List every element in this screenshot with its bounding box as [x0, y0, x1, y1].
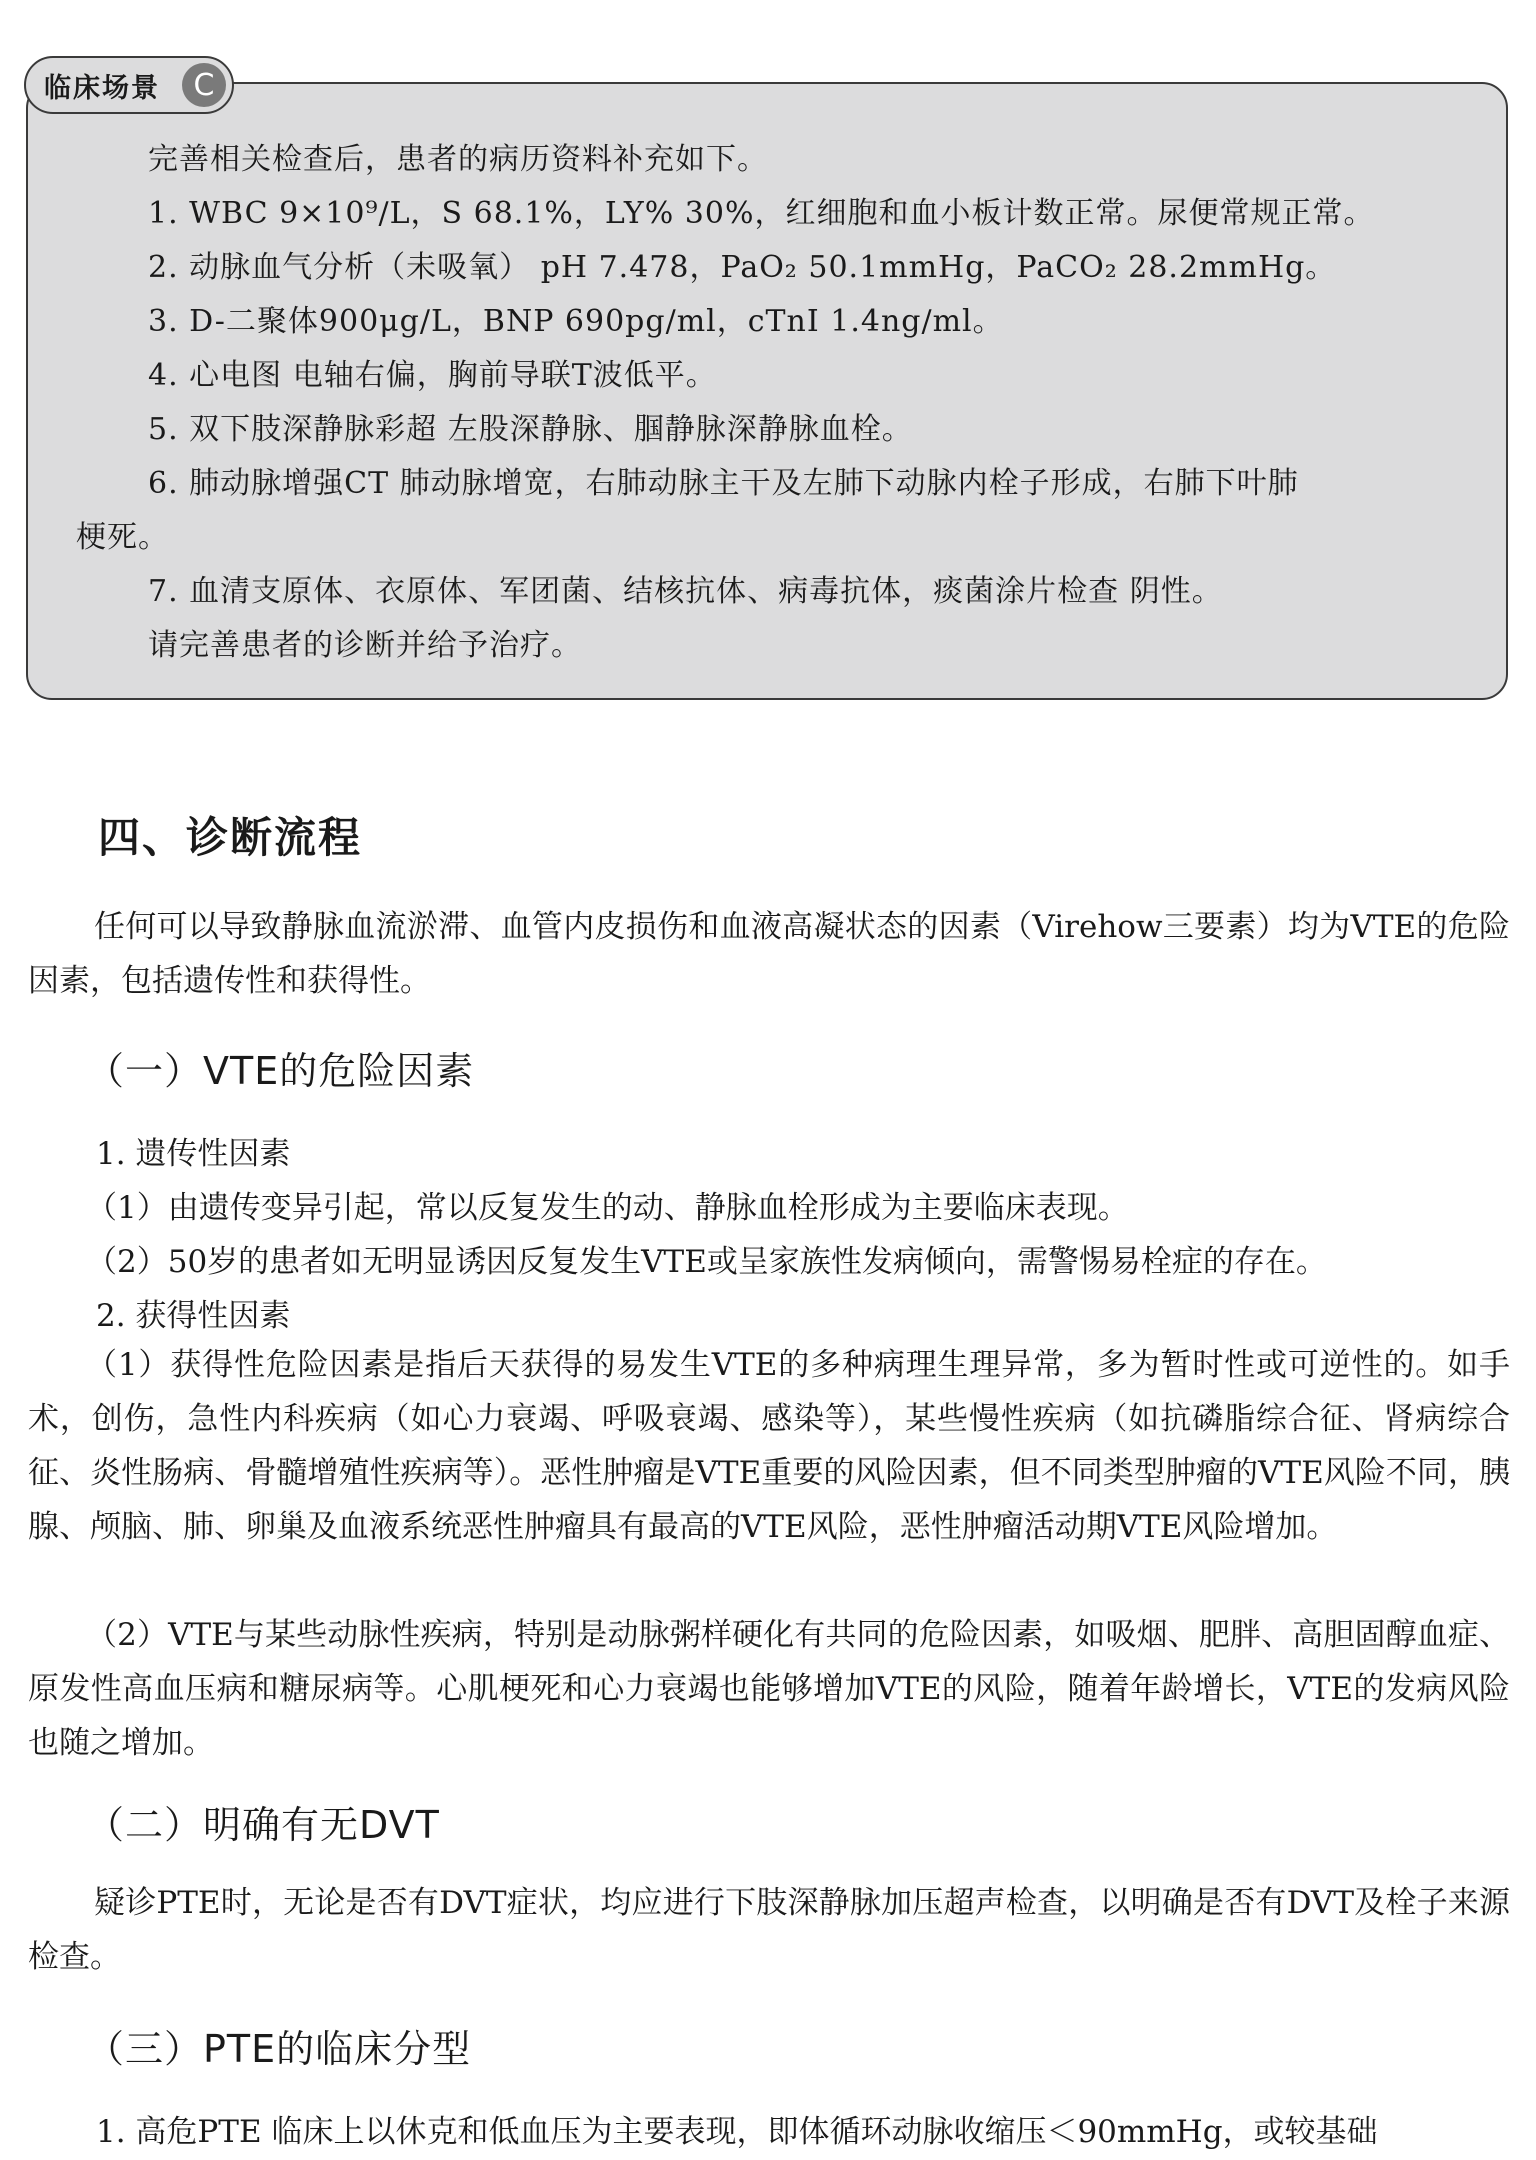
scene-line-intro: 完善相关检查后，患者的病历资料补充如下。	[148, 142, 768, 177]
scene-line-4: 4. 心电图 电轴右偏，胸前导联T波低平。	[148, 358, 717, 393]
scene-line-6: 6. 肺动脉增强CT 肺动脉增宽，右肺动脉主干及左肺下动脉内栓子形成，右肺下叶肺	[148, 466, 1299, 501]
clinical-scene-tab	[24, 56, 234, 114]
clinical-scene-box	[26, 82, 1508, 700]
risk-hereditary-2: （2）50岁的患者如无明显诱因反复发生VTE或呈家族性发病倾向，需警惕易栓症的存在。	[86, 1244, 1327, 1280]
scene-tab-badge: C	[182, 63, 226, 107]
risk-hereditary-1: （1）由遗传变异引起，常以反复发生的动、静脉血栓形成为主要临床表现。	[86, 1190, 1129, 1226]
section-intro: 任何可以导致静脉血流淤滞、血管内皮损伤和血液高凝状态的因素（Virehow三要素）均为VTE的危险因素，包括遗传性和获得性。	[28, 909, 1510, 999]
dvt-paragraph: 疑诊PTE时，无论是否有DVT症状，均应进行下肢深静脉加压超声检查，以明确是否有DVT及栓子来源检查。	[28, 1885, 1510, 1975]
risk-heading-hereditary: 1. 遗传性因素	[96, 1136, 291, 1172]
scene-line-6-cont: 梗死。	[76, 520, 169, 555]
section-title: 四、诊断流程	[98, 813, 363, 862]
scene-line-5: 5. 双下肢深静脉彩超 左股深静脉、腘静脉深静脉血栓。	[148, 412, 913, 447]
scene-line-2: 2. 动脉血气分析（未吸氧） pH 7.478，PaO₂ 50.1mmHg，PaCO₂ 28.2mmHg。	[148, 250, 1337, 285]
scene-line-1: 1. WBC 9×10⁹/L，S 68.1%，LY% 30%，红细胞和血小板计数正常。尿便常规正常。	[148, 196, 1375, 231]
risk-heading-acquired: 2. 获得性因素	[96, 1298, 291, 1334]
scene-line-request: 请完善患者的诊断并给予治疗。	[148, 628, 582, 663]
scene-line-3: 3. D-二聚体900μg/L，BNP 690pg/ml，cTnI 1.4ng/ml。	[148, 304, 1004, 339]
scene-line-7: 7. 血清支原体、衣原体、军团菌、结核抗体、病毒抗体，痰菌涂片检查 阴性。	[148, 574, 1223, 609]
risk-acquired-1: （1）获得性危险因素是指后天获得的易发生VTE的多种病理生理异常，多为暂时性或可逆性的。如手术，创伤，急性内科疾病（如心力衰竭、呼吸衰竭、感染等），某些慢性疾病（如抗磷脂综合征、肾病综合征、炎性肠病、骨髓增殖性疾病等）。恶性肿瘤是VTE重要的风险因素，但不同类型肿瘤的VTE风险不同，胰腺、颅脑、肺、卵巢及血液系统恶性肿瘤具有最高的VTE风险，恶性肿瘤活动期VTE风险增加。	[28, 1347, 1510, 1545]
subsection-title-dvt: （二）明确有无DVT	[86, 1803, 440, 1847]
subsection-title-risk-factors: （一）VTE的危险因素	[86, 1049, 475, 1093]
pte-high-risk-line: 1. 高危PTE 临床上以休克和低血压为主要表现，即体循环动脉收缩压＜90mmHg，或较基础	[96, 2114, 1378, 2150]
subsection-title-pte-classification: （三）PTE的临床分型	[86, 2027, 472, 2071]
scene-tab-label: 临床场景	[44, 72, 160, 104]
risk-acquired-2: （2）VTE与某些动脉性疾病，特别是动脉粥样硬化有共同的危险因素，如吸烟、肥胖、高胆固醇血症、原发性高血压病和糖尿病等。心肌梗死和心力衰竭也能够增加VTE的风险，随着年龄增长，VTE的发病风险也随之增加。	[28, 1617, 1510, 1761]
